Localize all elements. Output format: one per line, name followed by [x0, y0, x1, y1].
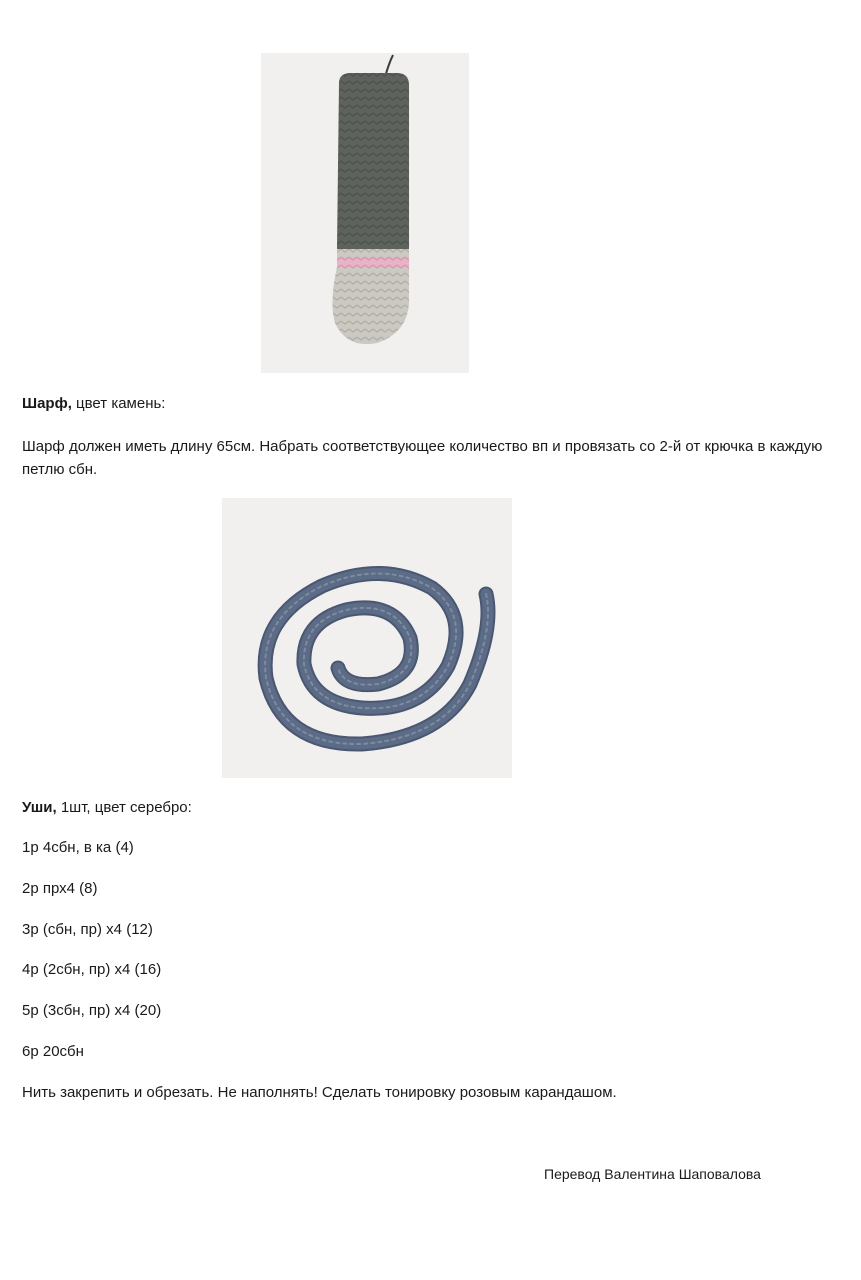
crochet-body-photo: [261, 53, 469, 373]
scarf-heading-rest: цвет камень:: [71, 395, 166, 412]
ears-row-2: 2р прх4 (8): [22, 880, 98, 897]
ears-row-6: 6р 20сбн: [22, 1043, 84, 1060]
ears-row-1: 1р 4сбн, в ка (4): [22, 839, 134, 856]
ears-row-4: 4р (2сбн, пр) х4 (16): [22, 961, 162, 978]
ears-heading: [22, 798, 192, 818]
scarf-description: Шарф должен иметь длину 65см. Набрать соответствующее количество вп и провязать со 2-й от крючка в каждую петлю сбн.: [22, 438, 823, 478]
scarf-heading-bold: Шарф,: [22, 395, 72, 412]
ears-row-5: 5р (3сбн, пр) х4 (20): [22, 1002, 162, 1019]
ears-row-3: 3р (сбн, пр) х4 (12): [22, 921, 153, 938]
ears-heading-bold: Уши,: [22, 799, 57, 816]
crochet-scarf-illustration: [222, 498, 512, 778]
translator-credit: Перевод Валентина Шаповалова: [544, 1166, 761, 1182]
ears-finish-instruction: Нить закрепить и обрезать. Не наполнять! Сделать тонировку розовым карандашом.: [22, 1084, 617, 1101]
ears-heading-rest: 1шт, цвет серебро:: [56, 799, 192, 816]
crochet-body-illustration: [261, 53, 469, 373]
scarf-heading: [22, 394, 165, 414]
crochet-scarf-photo: [222, 498, 512, 778]
